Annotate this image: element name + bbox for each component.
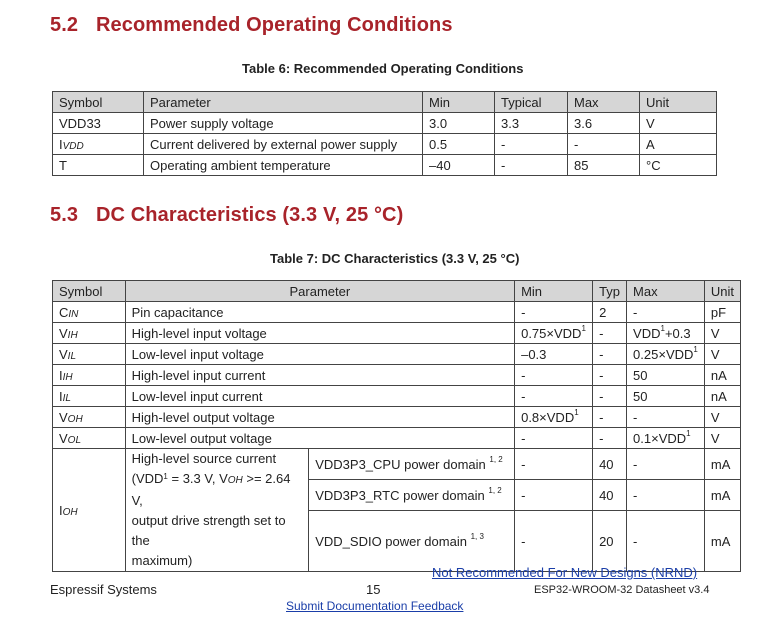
symbol-main: C	[59, 304, 69, 320]
unit-cell: V	[704, 428, 740, 449]
typ-cell: 2	[593, 302, 627, 323]
ioh-description-cell	[125, 449, 309, 572]
footnote-ref: 1, 2	[489, 454, 503, 464]
footnote-ref: 1	[686, 428, 691, 438]
parameter-cell: High-level input voltage	[125, 323, 514, 344]
min-cell: –0.3	[515, 344, 593, 365]
symbol-main: I	[59, 388, 63, 404]
typ-cell: -	[495, 134, 568, 155]
footnote-ref: 1	[660, 323, 665, 333]
min-cell: -	[515, 428, 593, 449]
max-cell: -	[627, 480, 705, 511]
footnote-ref: 1	[581, 323, 586, 333]
min-value: 0.8×VDD	[521, 409, 575, 425]
min-cell: -	[515, 480, 593, 511]
symbol-cell: T	[53, 155, 144, 176]
symbol-cell	[53, 386, 126, 407]
unit-cell: V	[704, 407, 740, 428]
parameter-cell: Current delivered by external power supply	[144, 134, 423, 155]
symbol-cell	[53, 365, 126, 386]
column-header: Typical	[495, 92, 568, 113]
ioh-desc-part: >= 2.64 V,	[131, 471, 291, 508]
footer-company: Espressif Systems	[50, 582, 157, 597]
typ-cell: -	[593, 323, 627, 344]
table-row	[53, 407, 741, 428]
max-cell: 3.6	[568, 113, 640, 134]
table-row	[53, 365, 741, 386]
min-cell: -	[515, 449, 593, 480]
table-row	[53, 428, 741, 449]
column-header: Parameter	[125, 281, 514, 302]
parameter-cell: High-level output voltage	[125, 407, 514, 428]
typ-cell: 3.3	[495, 113, 568, 134]
min-cell: 3.0	[423, 113, 495, 134]
symbol-main: I	[59, 367, 63, 383]
max-cell: 50	[627, 386, 705, 407]
unit-cell: V	[704, 344, 740, 365]
parameter-cell: Power supply voltage	[144, 113, 423, 134]
table7	[52, 280, 741, 572]
max-value: 0.25×VDD	[633, 346, 694, 362]
typ-cell: 40	[593, 480, 627, 511]
footnote-ref: 1	[574, 407, 579, 417]
parameter-cell: Operating ambient temperature	[144, 155, 423, 176]
max-cell	[627, 428, 705, 449]
unit-cell: nA	[704, 386, 740, 407]
symbol-main: V	[59, 325, 68, 341]
symbol-subscript: OL	[67, 434, 82, 446]
max-value: VDD	[633, 325, 661, 341]
min-cell: -	[515, 386, 593, 407]
section-title: Recommended Operating Conditions	[96, 14, 453, 36]
min-cell	[515, 407, 593, 428]
domain-cell	[309, 449, 515, 480]
page-number: 15	[366, 582, 381, 597]
min-cell: -	[515, 511, 593, 572]
footnote-ref: 1	[693, 344, 698, 354]
symbol-cell	[53, 344, 126, 365]
max-cell	[627, 344, 705, 365]
max-cell: -	[627, 449, 705, 480]
ioh-desc-line: output drive strength set to the	[131, 513, 286, 548]
column-header: Unit	[704, 281, 740, 302]
unit-cell: nA	[704, 365, 740, 386]
section-heading-5-3	[50, 204, 403, 227]
unit-cell: pF	[704, 302, 740, 323]
min-cell: 0.5	[423, 134, 495, 155]
table-row	[53, 449, 741, 480]
parameter-cell: High-level input current	[125, 365, 514, 386]
column-header: Unit	[640, 92, 717, 113]
domain-cell	[309, 511, 515, 572]
footnote-ref: 1, 2	[488, 485, 502, 495]
symbol-cell	[53, 428, 126, 449]
max-cell: -	[627, 407, 705, 428]
unit-cell: V	[704, 323, 740, 344]
symbol-main: I	[59, 502, 63, 518]
max-cell: -	[627, 511, 705, 572]
table-row	[53, 323, 741, 344]
ioh-desc-line: maximum)	[131, 553, 193, 568]
parameter-cell: Low-level input voltage	[125, 344, 514, 365]
symbol-main: V	[59, 430, 68, 446]
max-cell	[627, 323, 705, 344]
footer-doc-title: ESP32-WROOM-32 Datasheet v3.4	[534, 584, 710, 596]
symbol-cell: VDD33	[53, 113, 144, 134]
column-header: Parameter	[144, 92, 423, 113]
domain-cell	[309, 480, 515, 511]
nrnd-link[interactable]: Not Recommended For New Designs (NRND)	[432, 565, 698, 580]
table-row	[53, 386, 741, 407]
symbol-main: I	[59, 136, 63, 152]
column-header: Min	[423, 92, 495, 113]
symbol-cell	[53, 407, 126, 428]
symbol-subscript: OH	[67, 413, 83, 425]
table-row	[53, 113, 717, 134]
ioh-desc-part: (VDD	[131, 471, 164, 486]
unit-cell: V	[640, 113, 717, 134]
domain-name: VDD3P3_RTC power domain	[315, 487, 485, 503]
typ-cell: -	[593, 344, 627, 365]
typ-cell: -	[495, 155, 568, 176]
table-row	[53, 344, 741, 365]
column-header: Min	[515, 281, 593, 302]
ioh-desc-line	[132, 469, 303, 511]
table-row	[53, 134, 717, 155]
parameter-cell: Low-level input current	[125, 386, 514, 407]
section-number: 5.3	[50, 204, 79, 226]
typ-cell: -	[593, 407, 627, 428]
symbol-subscript: OH	[62, 506, 78, 518]
table6	[52, 91, 717, 176]
table7-caption: Table 7: DC Characteristics (3.3 V, 25 °C)	[270, 251, 520, 266]
parameter-cell: Pin capacitance	[125, 302, 514, 323]
min-cell: -	[515, 302, 593, 323]
typ-cell: -	[593, 386, 627, 407]
symbol-main: V	[59, 409, 68, 425]
table-row	[53, 302, 741, 323]
section-number: 5.2	[50, 14, 79, 36]
table-header-row	[53, 92, 717, 113]
max-cell: 85	[568, 155, 640, 176]
table-header-row	[53, 281, 741, 302]
min-cell	[515, 323, 593, 344]
footnote-ref: 1, 3	[470, 531, 484, 541]
typ-cell: -	[593, 428, 627, 449]
max-cell: 50	[627, 365, 705, 386]
symbol-main: V	[59, 346, 68, 362]
symbol-cell	[53, 134, 144, 155]
column-header: Typ	[593, 281, 627, 302]
unit-cell: mA	[704, 511, 740, 572]
symbol-subscript: IN	[68, 308, 79, 320]
section-heading-5-2	[50, 14, 453, 37]
unit-cell: mA	[704, 449, 740, 480]
symbol-subscript: IH	[62, 371, 73, 383]
typ-cell: -	[593, 365, 627, 386]
section-title: DC Characteristics (3.3 V, 25 °C)	[96, 204, 404, 226]
symbol-cell	[53, 449, 126, 572]
min-value: 0.75×VDD	[521, 325, 582, 341]
typ-cell: 40	[593, 449, 627, 480]
column-header: Max	[568, 92, 640, 113]
max-value: 0.1×VDD	[633, 430, 687, 446]
table-row	[53, 155, 717, 176]
unit-cell: A	[640, 134, 717, 155]
ioh-desc-part: = 3.3 V, V	[167, 471, 228, 486]
unit-cell: mA	[704, 480, 740, 511]
table6-caption: Table 6: Recommended Operating Conditions	[242, 61, 524, 76]
symbol-cell	[53, 323, 126, 344]
symbol-cell	[53, 302, 126, 323]
footnote-ref: 1	[163, 472, 168, 481]
ioh-desc-subscript: OH	[227, 475, 243, 486]
submit-feedback-link[interactable]: Submit Documentation Feedback	[286, 599, 464, 613]
domain-name: VDD_SDIO power domain	[315, 533, 467, 549]
column-header: Symbol	[53, 92, 144, 113]
column-header: Symbol	[53, 281, 126, 302]
symbol-subscript: IH	[67, 329, 78, 341]
symbol-subscript: IL	[62, 392, 71, 404]
min-cell: -	[515, 365, 593, 386]
unit-cell: °C	[640, 155, 717, 176]
min-cell: –40	[423, 155, 495, 176]
max-cell: -	[568, 134, 640, 155]
symbol-subscript: IL	[67, 350, 77, 362]
max-cell: -	[627, 302, 705, 323]
domain-name: VDD3P3_CPU power domain	[315, 456, 486, 472]
column-header: Max	[627, 281, 705, 302]
symbol-subscript: VDD	[62, 140, 84, 152]
max-value-tail: +0.3	[664, 325, 691, 341]
typ-cell: 20	[593, 511, 627, 572]
ioh-desc-line: High-level source current	[131, 451, 277, 466]
parameter-cell: Low-level output voltage	[125, 428, 514, 449]
